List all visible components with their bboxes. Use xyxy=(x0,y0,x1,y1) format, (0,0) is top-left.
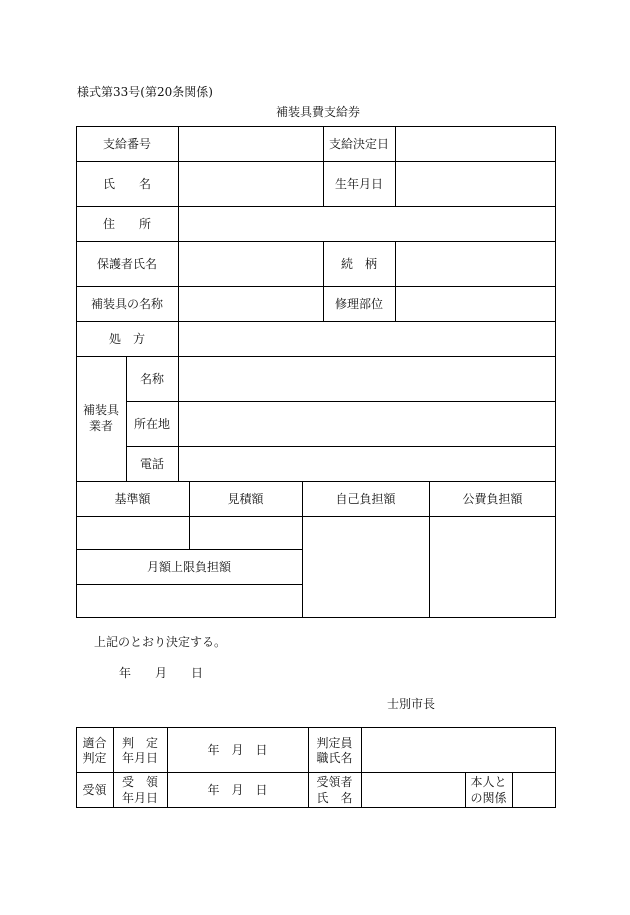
rule xyxy=(76,241,556,242)
label-shozaichi: 所在地 xyxy=(133,417,170,431)
date-hantei: 年 月 日 xyxy=(207,743,268,757)
label-hogosha: 保護者氏名 xyxy=(96,257,157,271)
label-juryo: 受領 xyxy=(82,783,107,797)
rule xyxy=(76,481,556,482)
label-jusho: 住 所 xyxy=(102,217,151,231)
label-kankei-1: 本人と xyxy=(470,775,507,789)
rule xyxy=(126,446,556,447)
decision-date: 年 月 日 xyxy=(119,666,204,680)
label-shikyu-ketteibi: 支給決定日 xyxy=(328,137,389,151)
rule xyxy=(189,481,190,549)
rule xyxy=(395,126,396,206)
rule xyxy=(178,126,179,356)
label-juryo-date-1: 受 領 xyxy=(121,775,158,789)
rule xyxy=(76,584,302,585)
label-tekigo-2: 判定 xyxy=(82,751,107,765)
label-hantei-2: 年月日 xyxy=(121,751,158,765)
label-seinengappi: 生年月日 xyxy=(334,177,383,191)
rule xyxy=(512,772,513,808)
mayor-label: 士別市長 xyxy=(387,697,436,711)
rule xyxy=(76,321,556,322)
rule xyxy=(126,401,556,402)
decision-statement: 上記のとおり決定する。 xyxy=(94,635,227,649)
label-hanteiin-1: 判定員 xyxy=(316,736,353,750)
label-kijun: 基準額 xyxy=(114,492,151,506)
label-denwa: 電話 xyxy=(139,457,164,471)
label-hanteiin-2: 職氏名 xyxy=(316,751,353,765)
rule xyxy=(76,161,556,162)
date-juryo: 年 月 日 xyxy=(207,783,268,797)
label-shoho: 処 方 xyxy=(108,332,145,346)
label-jiko: 自己負担額 xyxy=(335,492,396,506)
rule xyxy=(76,516,556,517)
rule xyxy=(76,356,556,357)
label-tekigo-1: 適合 xyxy=(82,736,107,750)
rule xyxy=(361,727,362,808)
rule xyxy=(76,206,556,207)
page-title: 補装具費支給券 xyxy=(276,105,361,119)
label-gekkan: 月額上限負担額 xyxy=(146,560,231,574)
rule xyxy=(76,772,556,773)
label-hantei-1: 判 定 xyxy=(121,736,158,750)
rule xyxy=(395,241,396,321)
label-kankei-2: の関係 xyxy=(470,791,507,805)
label-hosogu-meisho: 補装具の名称 xyxy=(90,297,163,311)
label-gyosha-2: 業者 xyxy=(88,419,113,433)
label-juryosha-1: 受領者 xyxy=(316,775,353,789)
label-meisho: 名称 xyxy=(139,372,164,386)
rule xyxy=(76,286,556,287)
label-mitsumori: 見積額 xyxy=(227,492,264,506)
label-juryo-date-2: 年月日 xyxy=(121,791,158,805)
label-shikyu-bango: 支給番号 xyxy=(102,137,151,151)
label-gyosha-1: 補装具 xyxy=(82,403,119,417)
label-juryosha-2: 氏 名 xyxy=(316,791,353,805)
rule xyxy=(178,356,179,481)
label-zokugara: 続 柄 xyxy=(340,257,377,271)
rule xyxy=(76,549,302,550)
label-kohi: 公費負担額 xyxy=(462,492,523,506)
form-number: 様式第33号(第20条関係) xyxy=(77,85,213,99)
label-shuri-bui: 修理部位 xyxy=(334,297,383,311)
label-shimei: 氏 名 xyxy=(102,177,151,191)
